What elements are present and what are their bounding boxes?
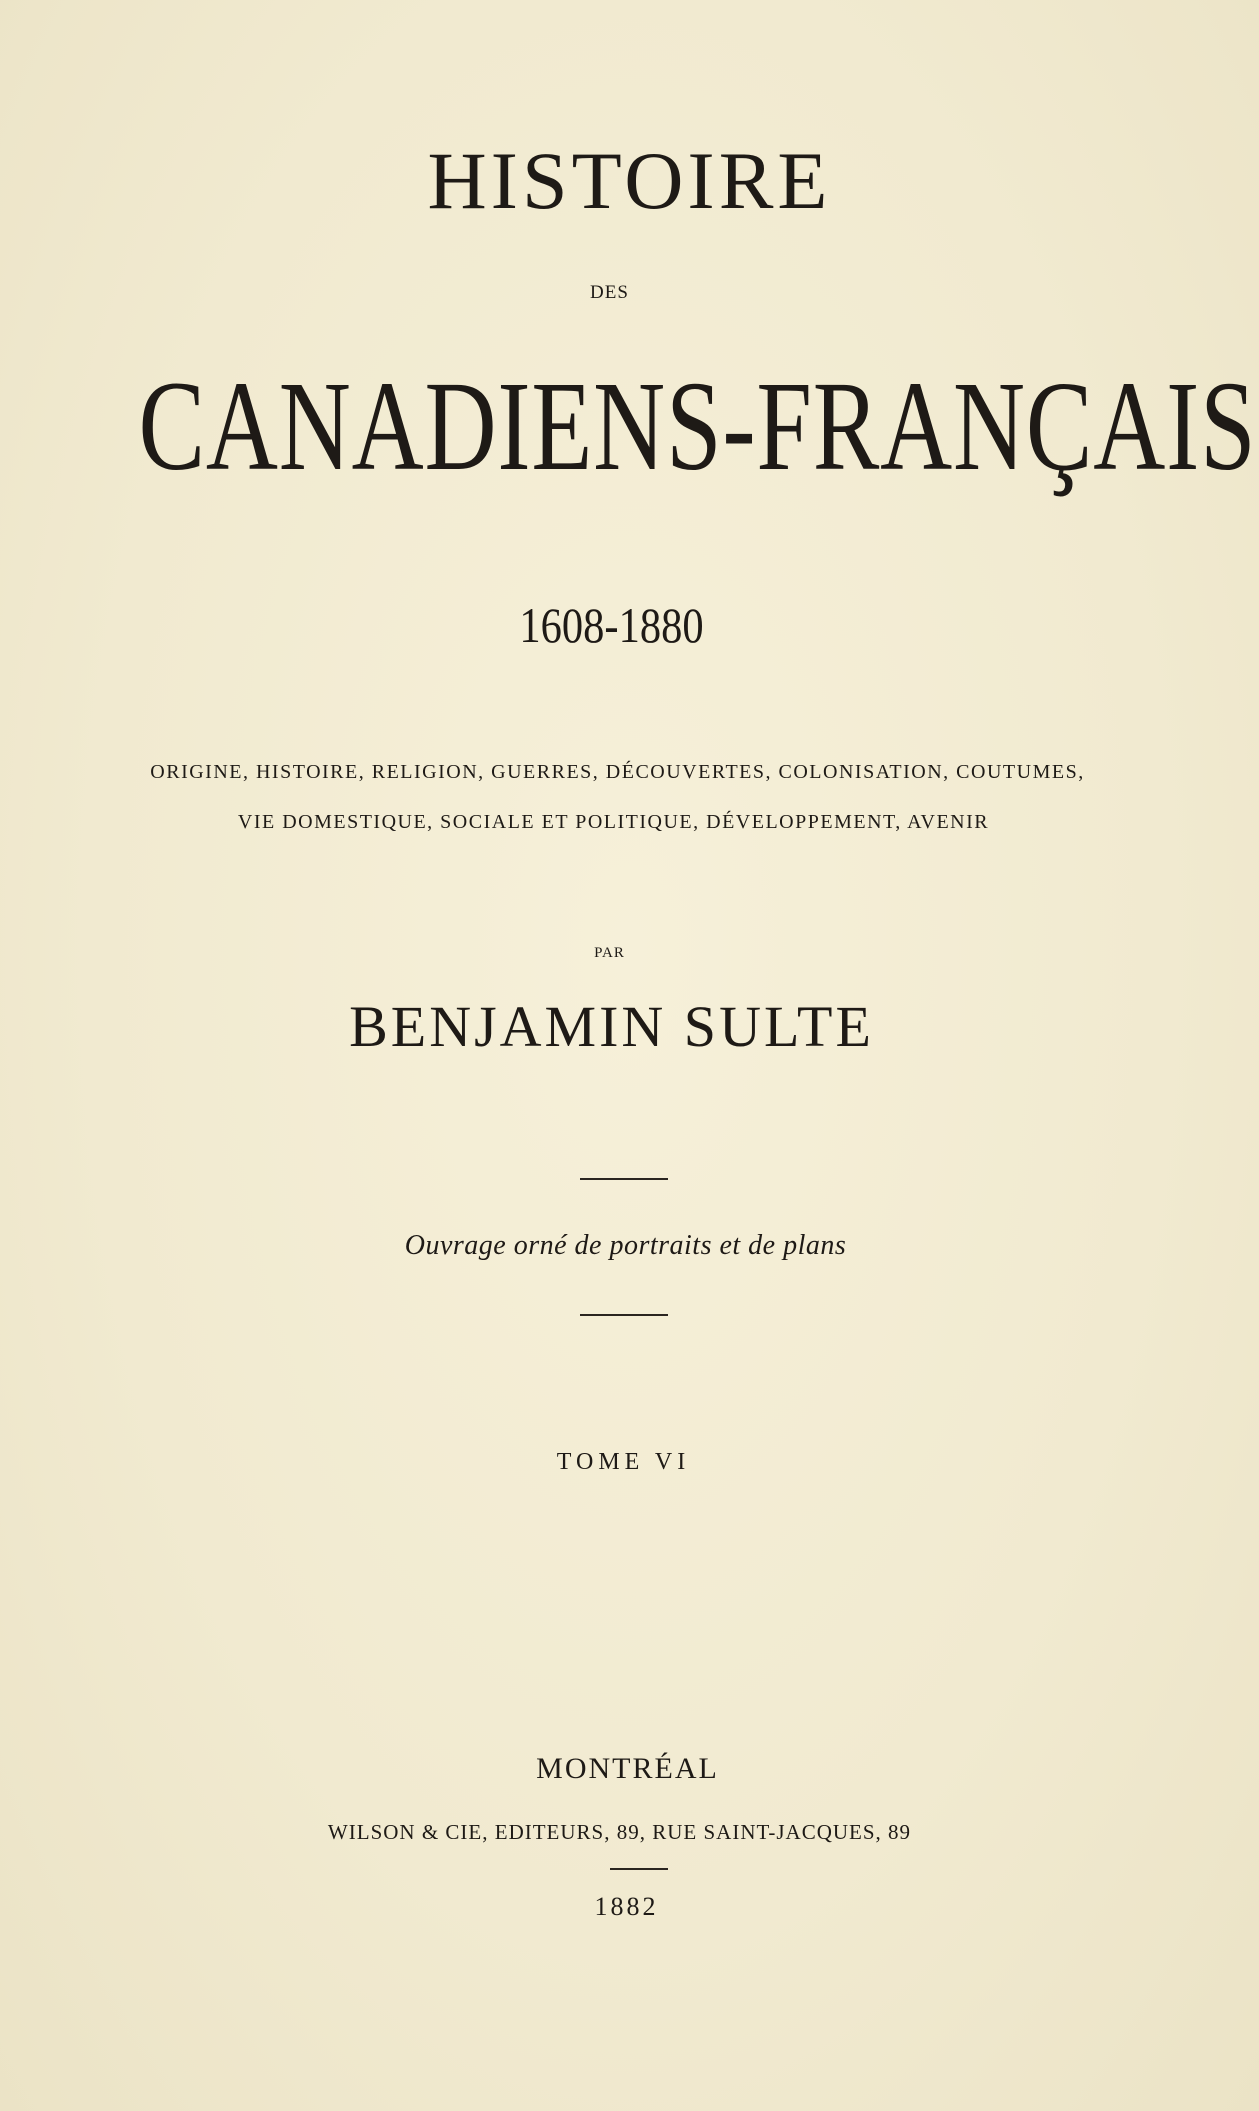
title-line-canadiens-francais: CANADIENS-FRANÇAIS bbox=[138, 355, 1257, 497]
title-line-histoire: HISTOIRE bbox=[427, 135, 832, 226]
by-label: PAR bbox=[594, 945, 625, 961]
divider-rule-bottom bbox=[610, 1868, 668, 1870]
divider-rule-middle bbox=[580, 1314, 668, 1316]
title-connector-des: DES bbox=[590, 282, 629, 303]
illustrations-note: Ouvrage orné de portraits et de plans bbox=[404, 1230, 847, 1261]
subtitle-line-1: ORIGINE, HISTOIRE, RELIGION, GUERRES, DÉCOUVERTES, COLONISATION, COUTUMES, bbox=[150, 761, 1085, 783]
publisher-line: WILSON & CIE, EDITEURS, 89, RUE SAINT-JACQUES, 89 bbox=[327, 1820, 912, 1844]
volume-label: TOME VI bbox=[556, 1449, 691, 1475]
publication-city: MONTRÉAL bbox=[536, 1752, 719, 1785]
divider-rule-top bbox=[580, 1178, 668, 1180]
publication-year: 1882 bbox=[594, 1892, 659, 1921]
subtitle-line-2: VIE DOMESTIQUE, SOCIALE ET POLITIQUE, DÉVELOPPEMENT, AVENIR bbox=[237, 811, 990, 833]
date-range: 1608-1880 bbox=[519, 597, 704, 653]
author-name: BENJAMIN SULTE bbox=[349, 994, 874, 1059]
